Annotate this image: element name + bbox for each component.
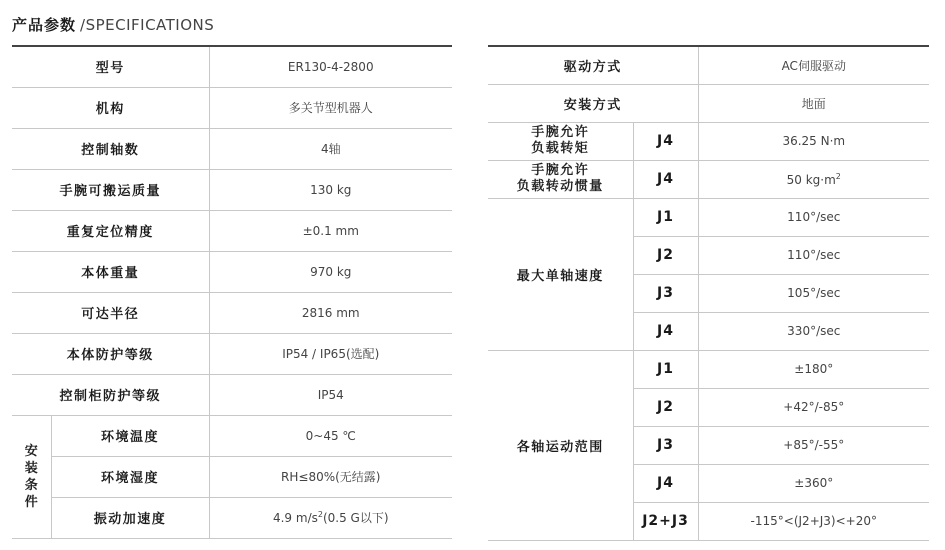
axis-tag: J2 [633, 236, 698, 274]
table-row [12, 456, 452, 497]
axis-tag: J1 [633, 350, 698, 388]
spec-label [488, 122, 633, 160]
table-row [488, 198, 929, 236]
table-row [12, 374, 452, 415]
spec-value: IP54 / IP65(选配) [209, 333, 452, 374]
spec-value: 105°/sec [698, 274, 929, 312]
spec-label: 安装方式 [488, 84, 698, 122]
value-superscript: 2 [835, 171, 841, 181]
spec-value: +85°/-55° [698, 426, 929, 464]
axis-tag: J1 [633, 198, 698, 236]
table-row [488, 350, 929, 388]
install-group-cell [12, 415, 51, 538]
spec-label: 重复定位精度 [12, 210, 209, 251]
table-row [12, 46, 452, 87]
spec-label: 环境温度 [51, 415, 209, 456]
spec-table-right [488, 45, 929, 541]
spec-value: 4轴 [209, 128, 452, 169]
spec-value: ±360° [698, 464, 929, 502]
spec-value: -115°<(J2+J3)<+20° [698, 502, 929, 540]
table-row [12, 292, 452, 333]
spec-value: +42°/-85° [698, 388, 929, 426]
table-row [12, 497, 452, 538]
spec-value [209, 497, 452, 538]
range-group-label: 各轴运动范围 [488, 350, 633, 540]
spec-label: 手腕可搬运质量 [12, 169, 209, 210]
table-row [12, 169, 452, 210]
spec-value: IP54 [209, 374, 452, 415]
spec-label: 控制轴数 [12, 128, 209, 169]
spec-value: 36.25 N·m [698, 122, 929, 160]
label-line: 手腕允许 [531, 125, 590, 140]
install-group-label: 安装条件 [24, 443, 38, 510]
label-line: 负载转矩 [531, 141, 590, 156]
spec-value: RH≤80%(无结露) [209, 456, 452, 497]
table-row [488, 84, 929, 122]
value-superscript: 2 [317, 510, 323, 519]
spec-label: 环境湿度 [51, 456, 209, 497]
spec-value: ±180° [698, 350, 929, 388]
value-part: (0.5 G以下) [322, 511, 389, 525]
table-row [12, 128, 452, 169]
speed-group-label: 最大单轴速度 [488, 198, 633, 350]
table-row [12, 210, 452, 251]
table-row [488, 46, 929, 84]
spec-value: 地面 [698, 84, 929, 122]
axis-tag: J2+J3 [633, 502, 698, 540]
axis-tag: J3 [633, 426, 698, 464]
title-english: /SPECIFICATIONS [80, 16, 215, 34]
spec-label: 本体重量 [12, 251, 209, 292]
axis-tag: J4 [633, 312, 698, 350]
spec-value: 2816 mm [209, 292, 452, 333]
spec-label: 机构 [12, 87, 209, 128]
spec-value: ±0.1 mm [209, 210, 452, 251]
table-row [12, 333, 452, 374]
spec-value: 110°/sec [698, 198, 929, 236]
title-chinese: 产品参数 [12, 16, 77, 34]
value-part: 50 kg·m [786, 172, 836, 187]
spec-value: 110°/sec [698, 236, 929, 274]
table-row [12, 251, 452, 292]
axis-tag: J2 [633, 388, 698, 426]
value-part: 4.9 m/s [272, 511, 318, 525]
spec-value: 多关节型机器人 [209, 87, 452, 128]
spec-value: ER130-4-2800 [209, 46, 452, 87]
spec-label: 振动加速度 [51, 497, 209, 538]
spec-table-left [12, 45, 452, 539]
spec-label: 本体防护等级 [12, 333, 209, 374]
spec-value: 330°/sec [698, 312, 929, 350]
table-row [488, 160, 929, 198]
spec-label: 型号 [12, 46, 209, 87]
page-title [12, 14, 214, 38]
spec-label: 控制柜防护等级 [12, 374, 209, 415]
spec-label: 驱动方式 [488, 46, 698, 84]
axis-tag: J4 [633, 464, 698, 502]
axis-tag: J4 [633, 160, 698, 198]
spec-label: 可达半径 [12, 292, 209, 333]
axis-tag: J4 [633, 122, 698, 160]
table-row [12, 415, 452, 456]
spec-value: 130 kg [209, 169, 452, 210]
spec-value: 0~45 ℃ [209, 415, 452, 456]
axis-tag: J3 [633, 274, 698, 312]
table-row [488, 122, 929, 160]
spec-value [698, 160, 929, 198]
spec-value: AC伺服驱动 [698, 46, 929, 84]
table-row [12, 87, 452, 128]
label-line: 手腕允许 [531, 163, 590, 178]
label-line: 负载转动惯量 [516, 179, 604, 194]
spec-label [488, 160, 633, 198]
spec-value: 970 kg [209, 251, 452, 292]
